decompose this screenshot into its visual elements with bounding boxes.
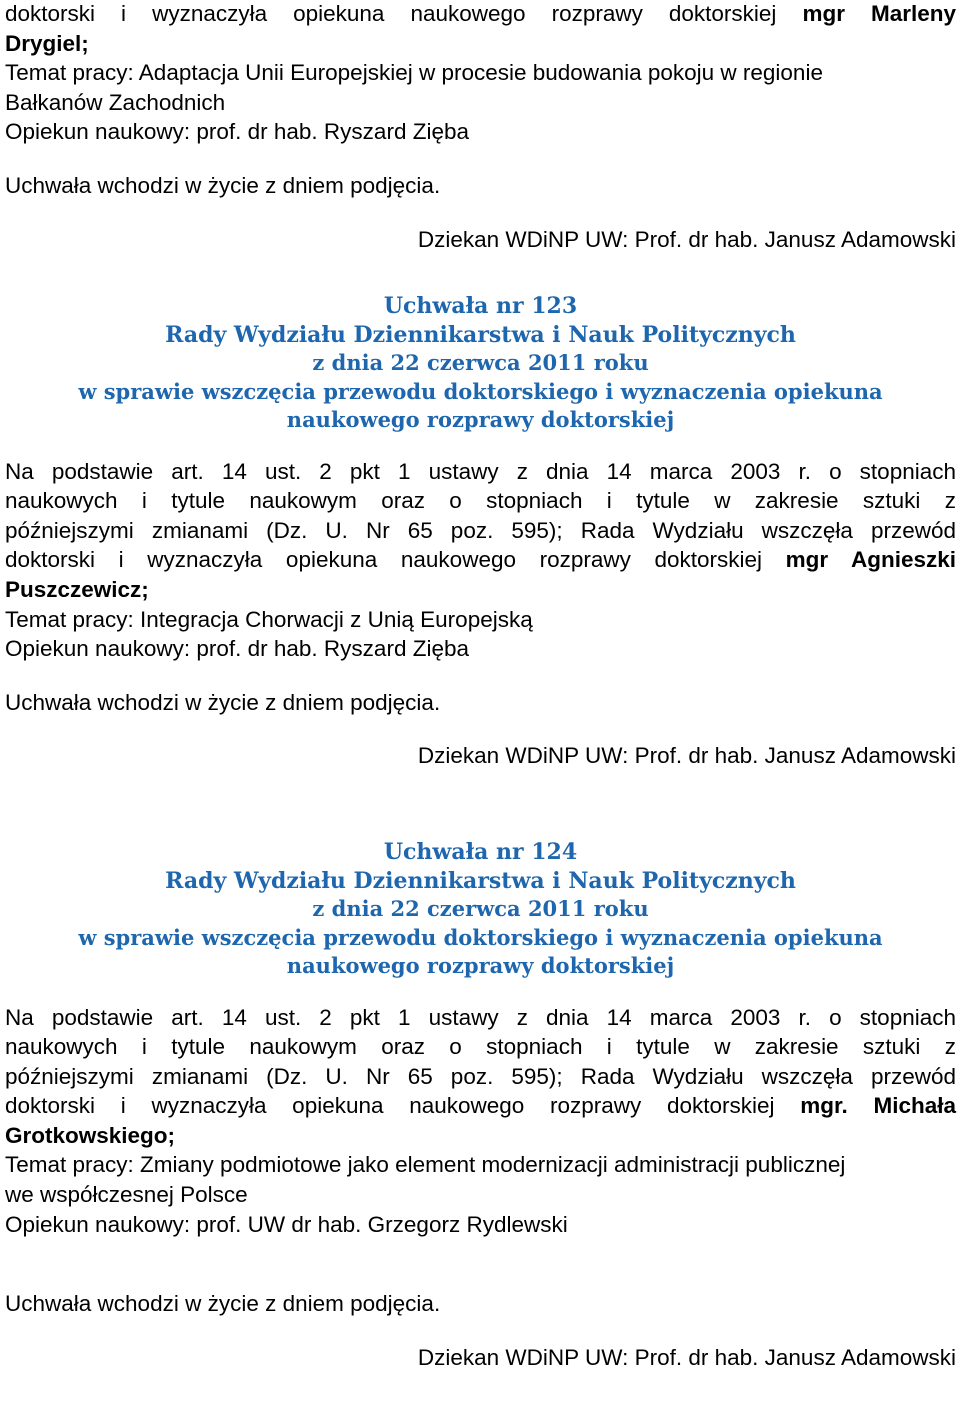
body-line: późniejszymi zmianami (Dz. U. Nr 65 poz. 595); Rada Wydziału wszczęła przewód — [5, 517, 956, 543]
topic-line-cont: we współczesnej Polsce — [5, 1182, 248, 1208]
resolution-title: Uchwała nr 124 — [383, 839, 578, 865]
spacer — [5, 254, 956, 292]
body-line: naukowych i tytule naukowym oraz o stopniach i tytule w zakresie sztuki z — [5, 1034, 956, 1060]
body-line: Na podstawie art. 14 ust. 2 pkt 1 ustawy z dnia 14 marca 2003 r. o stopniach — [5, 458, 956, 484]
spacer — [5, 201, 956, 225]
spacer — [5, 1239, 956, 1289]
resolution-subject: w sprawie wszczęcia przewodu doktorskiego i wyznaczenia opiekuna — [78, 924, 883, 950]
spacer — [5, 717, 956, 741]
supervisor: Opiekun naukowy: prof. dr hab. Ryszard Zięba — [5, 119, 469, 145]
resolution-title: Uchwała nr 123 — [383, 293, 578, 320]
effective-clause: Uchwała wchodzi w życie z dniem podjęcia. — [5, 1291, 441, 1317]
body-line — [5, 545, 956, 575]
resolution-subject-cont: naukowego rozprawy doktorskiej — [286, 407, 675, 433]
effective-clause: Uchwała wchodzi w życie z dniem podjęcia. — [5, 172, 441, 198]
body-line: naukowych i tytule naukowym oraz o stopniach i tytule w zakresie sztuki z — [5, 488, 956, 514]
candidate-name: mgr Agnieszki — [785, 547, 956, 573]
candidate-name-cont: Drygiel; — [5, 30, 89, 56]
body-line: Na podstawie art. 14 ust. 2 pkt 1 ustawy z dnia 14 marca 2003 r. o stopniach — [5, 1004, 956, 1030]
topic-line-cont: Bałkanów Zachodnich — [5, 89, 226, 115]
body-text: doktorski i wyznaczyła opiekuna naukowego rozprawy doktorskiej — [5, 1, 803, 26]
resolution-subject-cont: naukowego rozprawy doktorskiej — [286, 953, 675, 978]
resolution-subject: w sprawie wszczęcia przewodu doktorskiego i wyznaczenia opiekuna — [78, 378, 883, 404]
council-name: Rady Wydziału Dziennikarstwa i Nauk Politycznych — [165, 867, 796, 894]
resolution-date: z dnia 22 czerwca 2011 roku — [312, 896, 649, 921]
body-line: późniejszymi zmianami (Dz. U. Nr 65 poz. 595); Rada Wydziału wszczęła przewód — [5, 1063, 956, 1089]
topic-line: Temat pracy: Zmiany podmiotowe jako element modernizacji administracji publicznej — [5, 1152, 846, 1178]
spacer — [5, 771, 956, 838]
topic-line: Temat pracy: Integracja Chorwacji z Unią Europejską — [5, 606, 533, 632]
resolution-date: z dnia 22 czerwca 2011 roku — [312, 350, 649, 376]
body-text: doktorski i wyznaczyła opiekuna naukowego rozprawy doktorskiej — [5, 547, 786, 573]
body-text: doktorski i wyznaczyła opiekuna naukowego rozprawy doktorskiej — [5, 1093, 801, 1119]
resolution-header — [5, 292, 956, 435]
dean-signature: Dziekan WDiNP UW: Prof. dr hab. Janusz Adamowski — [417, 226, 956, 252]
spacer — [5, 1319, 956, 1343]
spacer — [5, 147, 956, 171]
spacer — [5, 981, 956, 1003]
spacer — [5, 435, 956, 457]
council-name: Rady Wydziału Dziennikarstwa i Nauk Politycznych — [165, 321, 796, 348]
body-line — [5, 1091, 956, 1121]
previous-resolution-tail — [5, 0, 956, 254]
candidate-name: mgr. Michała — [800, 1093, 956, 1119]
spacer — [5, 664, 956, 688]
candidate-name-cont: Puszczewicz; — [5, 577, 149, 603]
topic-line: Temat pracy: Adaptacja Unii Europejskiej w procesie budowania pokoju w regionie — [5, 60, 823, 86]
supervisor: Opiekun naukowy: prof. UW dr hab. Grzegorz Rydlewski — [5, 1211, 568, 1237]
candidate-name-cont: Grotkowskiego; — [5, 1122, 176, 1148]
candidate-name: mgr Marleny — [802, 1, 956, 26]
body-line — [5, 0, 956, 29]
resolution-124 — [5, 838, 956, 1372]
effective-clause: Uchwała wchodzi w życie z dniem podjęcia. — [5, 689, 441, 715]
resolution-header — [5, 838, 956, 981]
supervisor: Opiekun naukowy: prof. dr hab. Ryszard Zięba — [5, 636, 469, 662]
resolution-123 — [5, 292, 956, 771]
dean-signature: Dziekan WDiNP UW: Prof. dr hab. Janusz Adamowski — [417, 1344, 956, 1370]
document-page — [5, 0, 956, 1372]
dean-signature: Dziekan WDiNP UW: Prof. dr hab. Janusz Adamowski — [417, 743, 956, 769]
